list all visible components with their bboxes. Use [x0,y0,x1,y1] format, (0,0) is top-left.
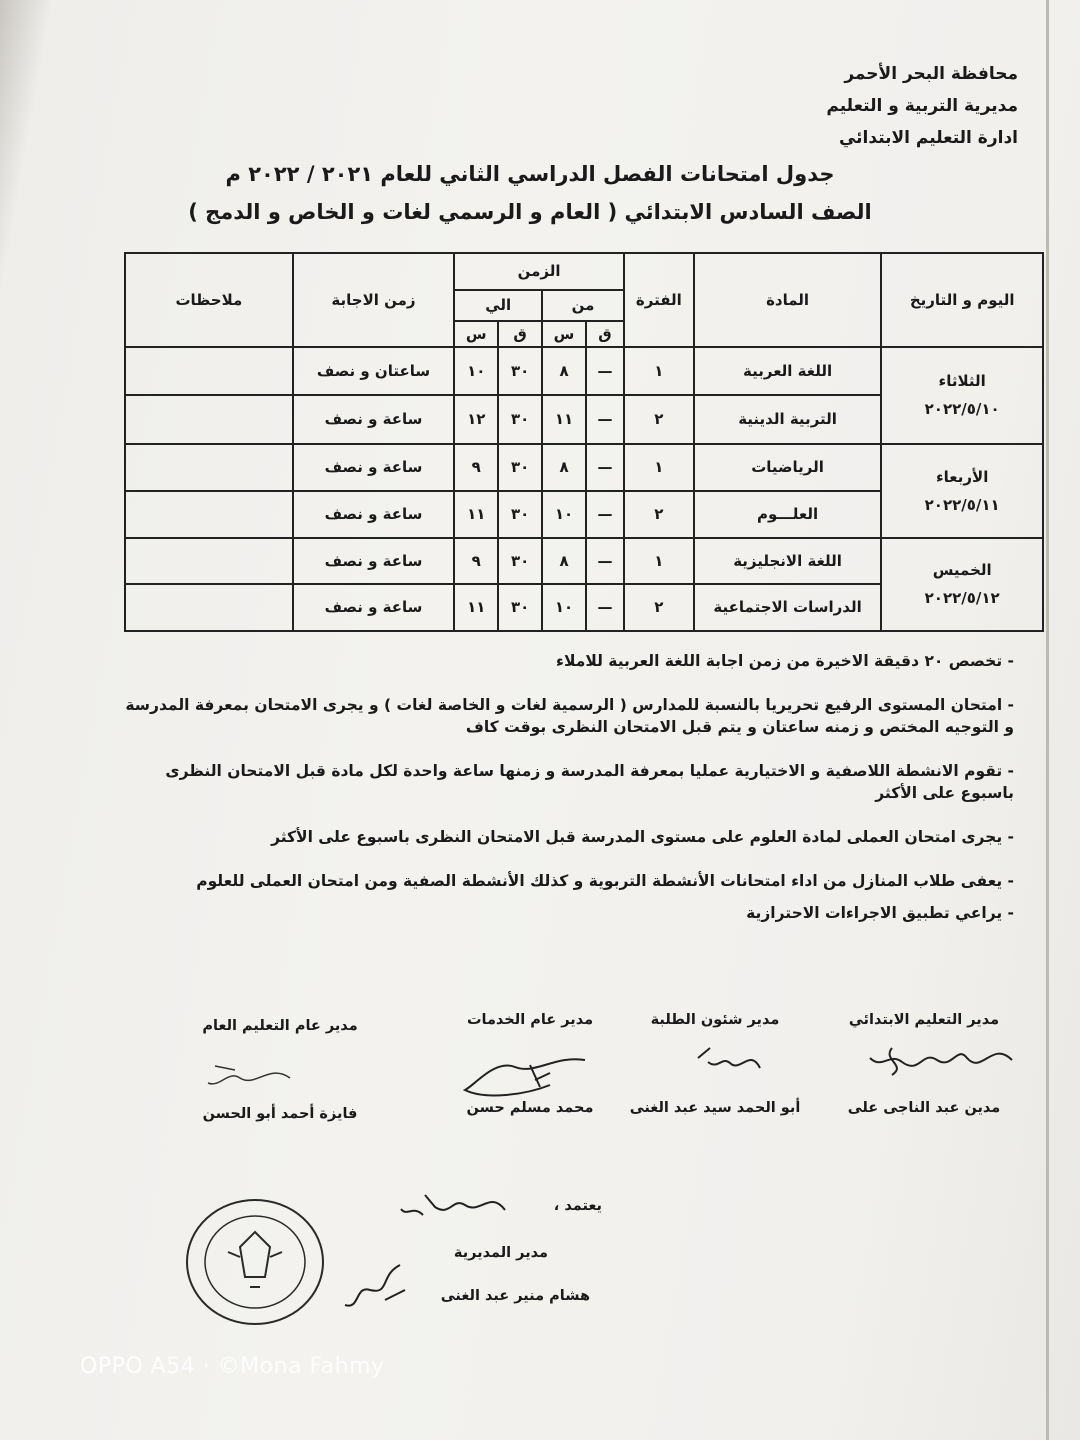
to-hour-cell: ١١ [454,491,498,538]
instruction-item: - يعفى طلاب المنازل من اداء امتحانات الأنشطة التربوية و كذلك الأنشطة الصفية ومن امتحان العملى للعلوم [196,872,1014,890]
from-hour-cell: ٨ [542,444,586,491]
signatory-name: أبو الحمد سيد عبد الغنى [629,1100,801,1116]
col-period: الفترة [624,253,694,347]
day-name: الخميس [932,561,992,580]
col-from-hour: س [542,321,586,348]
handwritten-signature [455,1045,595,1105]
to-hour-cell: ١٢ [454,395,498,443]
from-minute-cell: — [586,395,624,443]
period-cell: ٢ [624,395,694,443]
col-duration: زمن الاجابة [293,253,455,347]
col-time: الزمن [454,253,624,290]
subject-cell: اللغة الانجليزية [694,538,882,584]
document-title: جدول امتحانات الفصل الدراسي الثاني للعام ٢٠٢١ / ٢٠٢٢ م [225,162,835,186]
col-to-hour: س [454,321,498,348]
notes-cell [125,395,293,443]
notes-cell [125,491,293,538]
letterhead [826,58,1018,154]
col-day-date: اليوم و التاريخ [881,253,1043,347]
signatory-name: فايزة أحمد أبو الحسن [202,1106,358,1122]
paper-fold [1046,0,1049,1440]
from-minute-cell: — [586,491,624,538]
approval-name: هشام منير عبد الغنى [440,1288,590,1304]
period-cell: ١ [624,538,694,584]
day-name: الثلاثاء [938,372,986,391]
notes-cell [125,444,293,491]
instruction-item: - يراعي تطبيق الاجراءات الاحترازية [746,904,1014,922]
governorate-line: محافظة البحر الأحمر [844,64,1018,84]
handwritten-signature [200,1058,300,1098]
day-date: ٢٠٢٢/٥/١٢ [924,589,1000,608]
from-hour-cell: ٨ [542,538,586,584]
signatory-name: مدين عبد الناجى على [847,1100,1001,1116]
col-subject: المادة [694,253,882,347]
table-row [125,444,1043,491]
from-hour-cell: ١١ [542,395,586,443]
duration-cell: ساعتان و نصف [293,347,455,395]
to-hour-cell: ٩ [454,538,498,584]
day-cell [881,538,1043,631]
handwritten-signature [690,1038,770,1078]
day-cell [881,347,1043,443]
to-hour-cell: ١٠ [454,347,498,395]
instruction-item: - امتحان المستوى الرفيع تحريريا بالنسبة للمدارس ( الرسمية لغات و الخاصة لغات ) و يجرى الامتحان بمعرفة المدرسة و التوجيه المختص و زمنه ساعتان و يتم قبل الامتحان النظرى بوقت كاف [125,696,1014,736]
instructions-list [114,650,1014,946]
notes-cell [125,347,293,395]
to-minute-cell: ٣٠ [498,444,542,491]
period-cell: ١ [624,444,694,491]
directorate-line: مديرية التربية و التعليم [826,96,1018,116]
col-to: الي [454,290,542,321]
to-minute-cell: ٣٠ [498,538,542,584]
exam-schedule-table [124,252,1044,632]
table-row [125,347,1043,395]
period-cell: ٢ [624,584,694,631]
signatory-title: مدير عام التعليم العام [202,1018,358,1034]
to-minute-cell: ٣٠ [498,491,542,538]
instruction-item: - تخصص ٢٠ دقيقة الاخيرة من زمن اجابة اللغة العربية للاملاء [556,652,1014,670]
period-cell: ١ [624,347,694,395]
duration-cell: ساعة و نصف [293,444,455,491]
document-subtitle: الصف السادس الابتدائي ( العام و الرسمي لغات و الخاص و الدمج ) [188,200,872,224]
from-minute-cell: — [586,584,624,631]
signatory-title: مدير شئون الطلبة [650,1012,780,1028]
subject-cell: الرياضيات [694,444,882,491]
from-minute-cell: — [586,347,624,395]
duration-cell: ساعة و نصف [293,538,455,584]
administration-line: ادارة التعليم الابتدائي [838,128,1018,148]
notes-cell [125,538,293,584]
approval-title: مدير المديرية [453,1245,548,1261]
handwritten-signature [862,1030,1022,1080]
instruction-item: - يجرى امتحان العملى لمادة العلوم على مستوى المدرسة قبل الامتحان النظرى باسبوع على الأكثر [271,828,1014,846]
table-row [125,538,1043,584]
camera-watermark: OPPO A54 · ©Mona Fahmy [80,1354,385,1379]
subject-cell: العلـــوم [694,491,882,538]
handwritten-signature [330,1255,420,1315]
col-from: من [542,290,624,321]
day-name: الأربعاء [935,467,989,486]
signatory-title: مدير عام الخدمات [466,1012,594,1028]
duration-cell: ساعة و نصف [293,395,455,443]
to-minute-cell: ٣٠ [498,584,542,631]
day-date: ٢٠٢٢/٥/١٠ [924,400,1000,419]
from-minute-cell: — [586,444,624,491]
period-cell: ٢ [624,491,694,538]
to-minute-cell: ٣٠ [498,347,542,395]
duration-cell: ساعة و نصف [293,584,455,631]
from-hour-cell: ٨ [542,347,586,395]
signatory-title: مدير التعليم الابتدائي [848,1012,1000,1028]
handwritten-signature [395,1185,515,1225]
day-cell [881,444,1043,538]
from-minute-cell: — [586,538,624,584]
subject-cell: الدراسات الاجتماعية [694,584,882,631]
col-from-minute: ق [586,321,624,348]
official-seal [180,1192,330,1332]
col-notes: ملاحظات [125,253,293,347]
subject-cell: اللغة العربية [694,347,882,395]
from-hour-cell: ١٠ [542,584,586,631]
subject-cell: التربية الدينية [694,395,882,443]
notes-cell [125,584,293,631]
signatory-name: محمد مسلم حسن [466,1100,594,1116]
duration-cell: ساعة و نصف [293,491,455,538]
instruction-item: - تقوم الانشطة اللاصفية و الاختيارية عمليا بمعرفة المدرسة و زمنها ساعة واحدة لكل مادة قبل الامتحان النظرى باسبوع على الأكثر [165,762,1014,802]
to-minute-cell: ٣٠ [498,395,542,443]
from-hour-cell: ١٠ [542,491,586,538]
approval-label: يعتمد ، [553,1198,602,1214]
day-date: ٢٠٢٢/٥/١١ [924,495,1000,514]
to-hour-cell: ٩ [454,444,498,491]
to-hour-cell: ١١ [454,584,498,631]
col-to-minute: ق [498,321,542,348]
